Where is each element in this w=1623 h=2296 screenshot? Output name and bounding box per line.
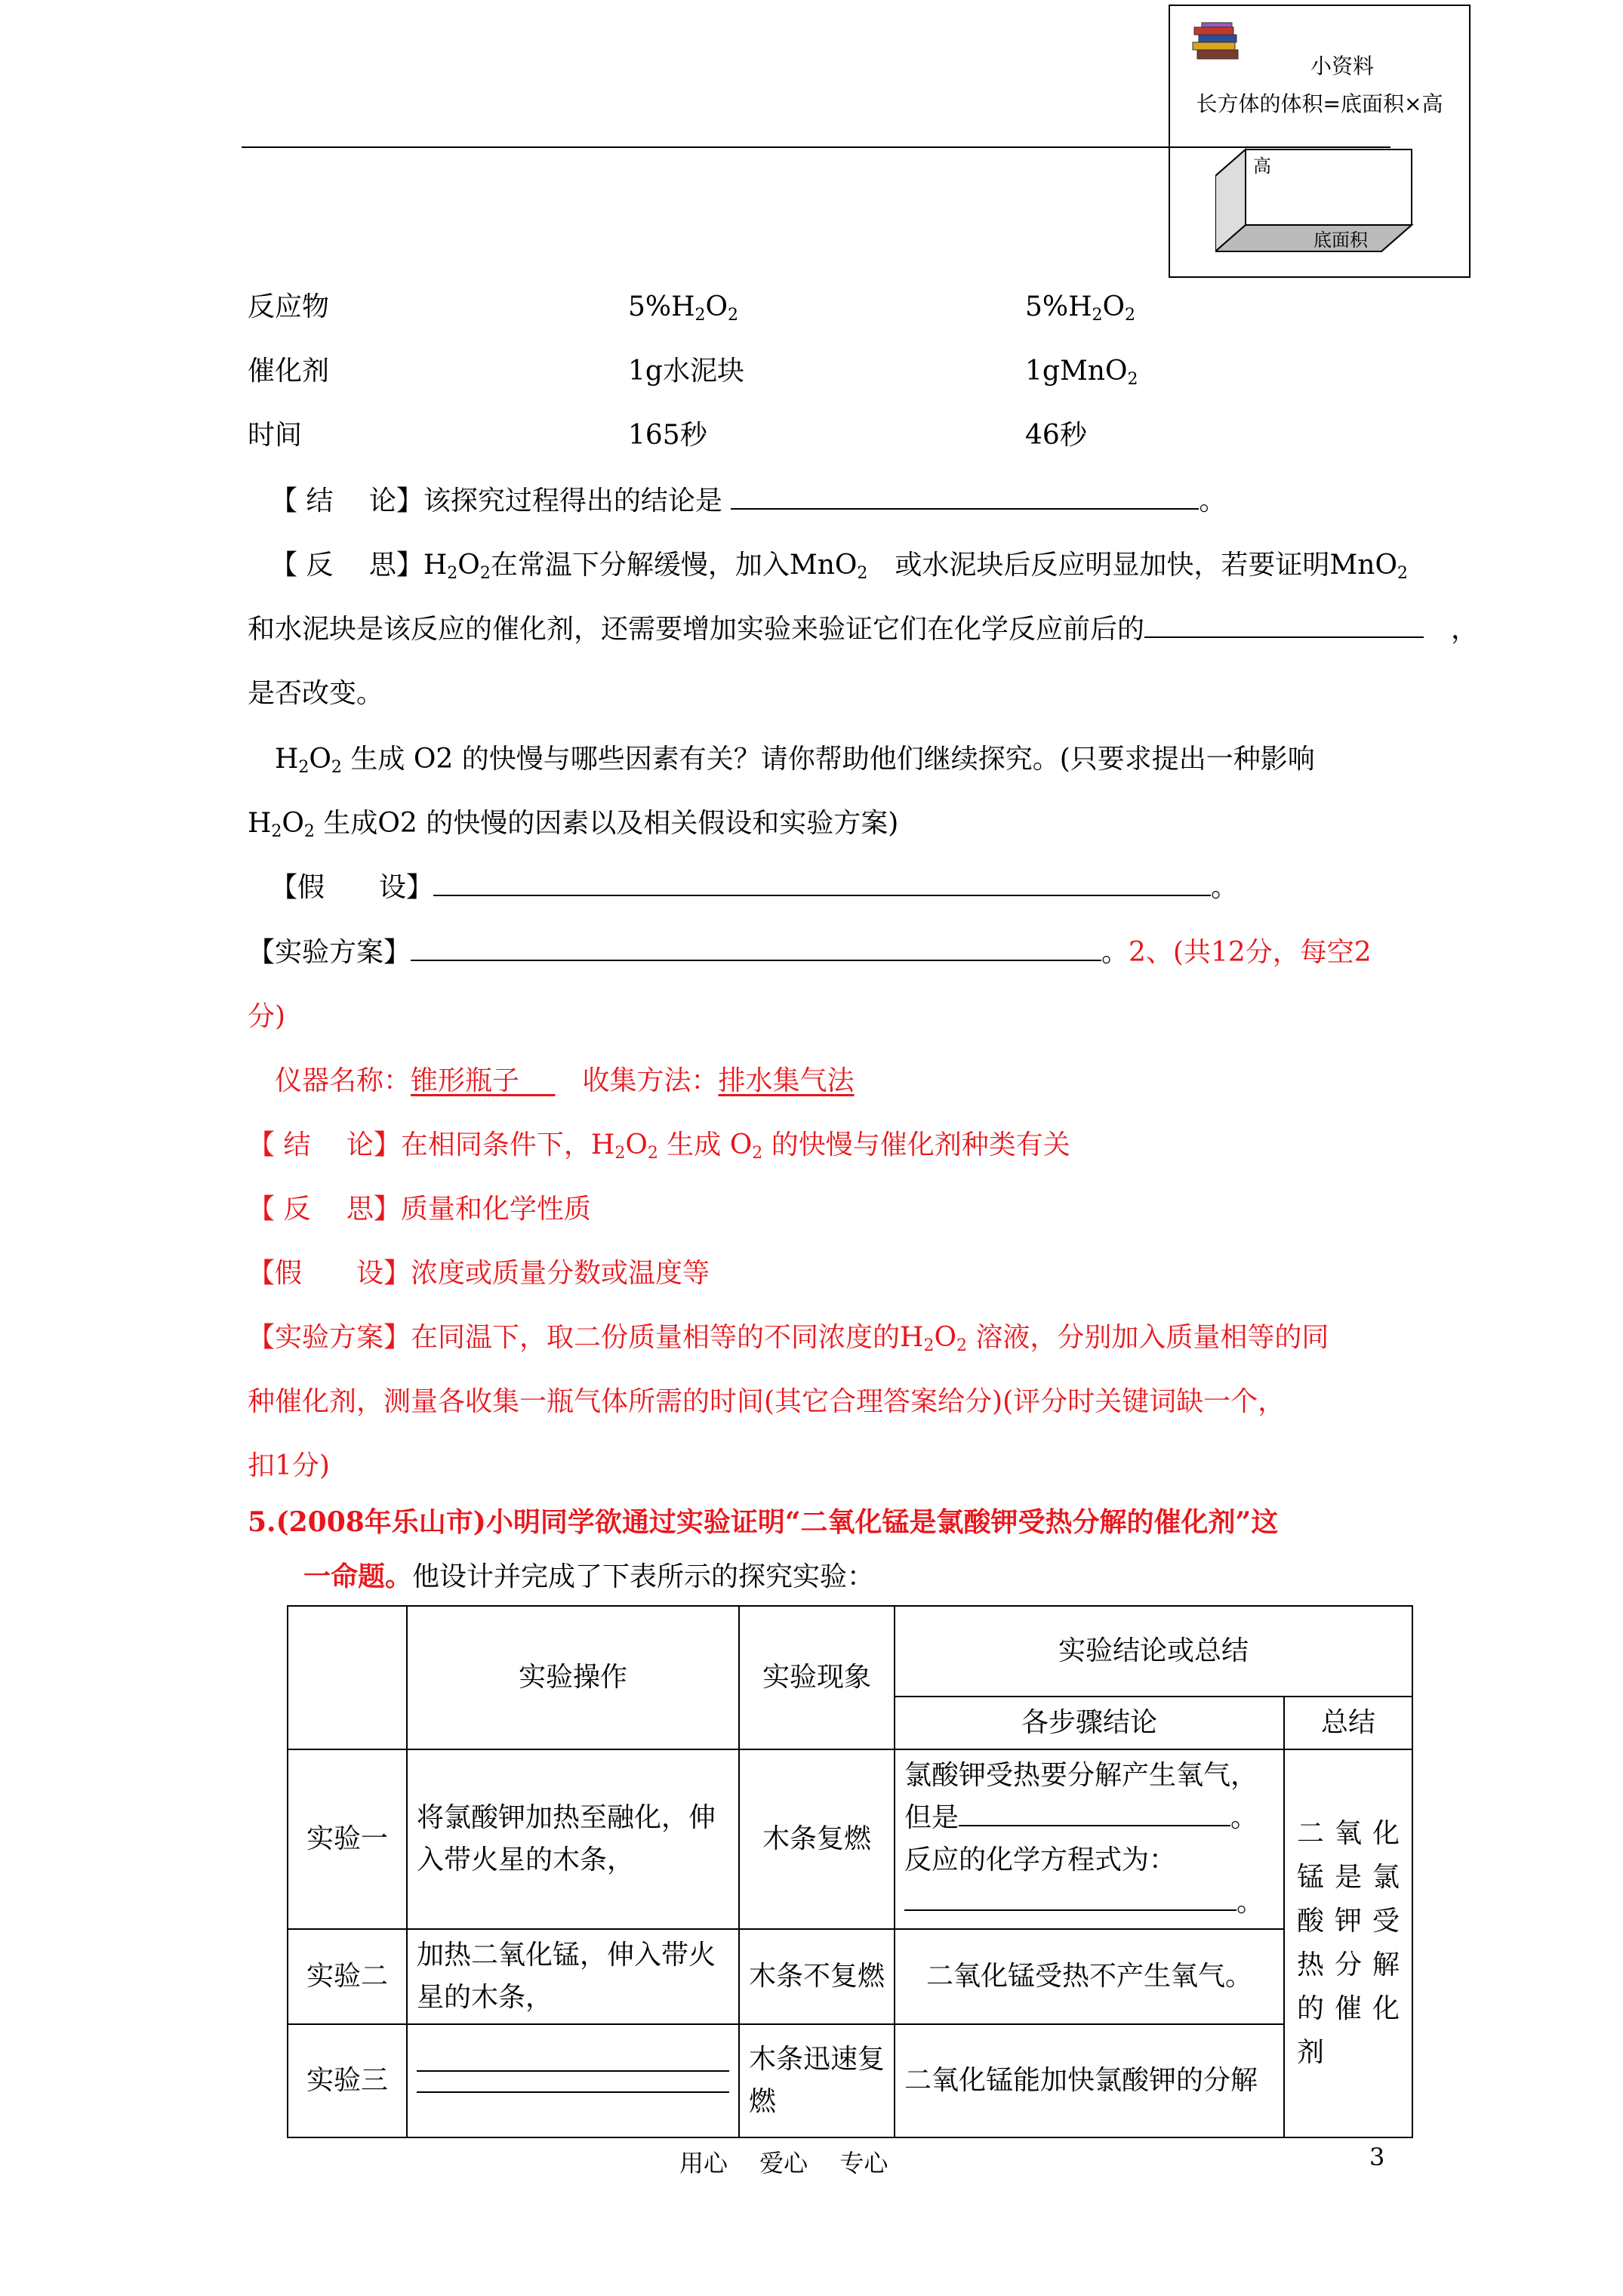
problem5-line2-rest: 他设计并完成了下表所示的探究实验： — [412, 1561, 875, 1592]
base-label: 底面积 — [1313, 230, 1368, 251]
problem5-line2-bold: 一命题。 — [303, 1561, 413, 1592]
q-reflect-line2: 和水泥块是该反应的催化剂，还需要增加实验来验证它们在化学反应前后的 ， — [248, 614, 1479, 645]
exp3-step: 二氧化锰能加快氯酸钾的分解 — [895, 2024, 1284, 2137]
exp3-phenomenon: 木条迅速复 燃 — [739, 2024, 895, 2137]
ans-hyp — [248, 1256, 710, 1292]
volume-formula: 长方体的体积=底面积×高 — [1196, 91, 1443, 116]
experiment-table — [287, 1605, 1413, 2138]
exp1-blank-1[interactable] — [959, 1802, 1230, 1826]
exp2-step: 二氧化锰受热不产生氧气。 — [895, 1929, 1284, 2024]
ans-collect-label: 收集方法： — [582, 1065, 719, 1096]
ans-hyp-value: 浓度或质量分数或温度等 — [411, 1258, 710, 1289]
ans-conclusion-a: 在相同条件下， — [400, 1130, 591, 1160]
ans-conclusion-b: 的快慢与催化剂种类有关 — [771, 1130, 1070, 1160]
q-reflect-label: 【 反 思】 — [270, 550, 423, 581]
q-hyp: 【假 设】 。 — [270, 872, 1239, 903]
q-reflect: 【 反 思】$H_2O_2$在常温下分解缓慢，加入MnO$_2$ 或水泥块后反应明显加快，若要证明MnO$_2$ — [270, 550, 1408, 583]
row-time-label: 时间 — [248, 420, 303, 451]
q-factor: $H_2O_2$ 生成 O2 的快慢与哪些因素有关？请你帮助他们继续探究。(只要求提出一种影响 — [275, 744, 1315, 777]
exp1-step: 氯酸钾受热要分解产生氧气， 但是 。 反应的化学方程式为： 。 — [895, 1749, 1284, 1929]
exp1-step-a: 氯酸钾受热要分解产生氧气， — [904, 1760, 1258, 1791]
page-number: 3 — [1369, 2143, 1385, 2171]
ans-plan-line3: 扣1分) — [248, 1450, 330, 1481]
ans-plan-a: 在同温下，取二份质量相等的不同浓度的 — [411, 1322, 901, 1353]
hyp-blank[interactable] — [433, 872, 1211, 896]
ans-reflect-value: 质量和化学性质 — [400, 1194, 591, 1225]
ans-plan: 【实验方案】在同温下，取二份质量相等的不同浓度的$H_2O_2$ 溶液，分别加入质量相等的同 — [248, 1322, 1329, 1355]
q-reflect-line3: 是否改变。 — [248, 678, 384, 709]
q-plan: 【实验方案】 。2、(共12分，每空2 — [248, 937, 1372, 968]
q-factor-line2-a: 生成 — [323, 808, 378, 839]
q-factor-line2-b: 的快慢的因素以及相关假设和实验方案) — [426, 808, 899, 839]
exp2-name: 实验二 — [288, 1929, 407, 2024]
reflect-blank[interactable] — [1144, 614, 1424, 638]
row-catalyst-col1: 1g水泥块 — [628, 356, 744, 387]
ans-conclusion: 【 结 论】在相同条件下，$H_2O_2$ 生成 $O_2$ 的快慢与催化剂种类有关 — [248, 1130, 1070, 1163]
ans-instrument — [275, 1063, 855, 1099]
q-conclusion-label: 【 结 论】 — [270, 485, 423, 516]
row-catalyst-label: 催化剂 — [248, 356, 330, 387]
exp1-step-b: 但是 — [904, 1802, 959, 1833]
th-step: 各步骤结论 — [895, 1697, 1284, 1749]
info-title: 小资料 — [1310, 54, 1374, 79]
ans-collect-value: 排水集气法 — [718, 1065, 855, 1096]
ans-plan-b: 溶液，分别加入质量相等的同 — [975, 1322, 1329, 1353]
exp2-phenomenon: 木条不复燃 — [739, 1929, 895, 2024]
th-operation: 实验操作 — [407, 1606, 739, 1749]
q-reflect-text-b: 或水泥块后反应明显加快，若要证明 — [895, 550, 1330, 581]
exp1-phenomenon: 木条复燃 — [739, 1749, 895, 1929]
ans-hyp-label: 【假 设】 — [248, 1258, 411, 1289]
row-reactant-label: 反应物 — [248, 291, 330, 322]
problem5-line1: 5.(2008年乐山市)小明同学欲通过实验证明“二氧化锰是氯酸钾受热分解的催化剂”这 — [248, 1506, 1279, 1538]
score-note: 2、(共12分，每空2 — [1129, 937, 1372, 968]
footer-text: 用心 爱心 专心 — [679, 2149, 888, 2177]
plan-blank[interactable] — [411, 937, 1101, 961]
ans-conclusion-label: 【 结 论】 — [248, 1130, 401, 1160]
exp1-name: 实验一 — [288, 1749, 407, 1929]
q-plan-label: 【实验方案】 — [248, 937, 411, 968]
ans-plan-label: 【实验方案】 — [248, 1322, 411, 1353]
row-catalyst-col2: 1gMnO$_2$ — [1025, 356, 1138, 389]
cuboid-diagram — [1215, 142, 1427, 255]
exp3-name: 实验三 — [288, 2024, 407, 2137]
th-phenomenon: 实验现象 — [739, 1606, 895, 1749]
q-factor-text-a: 生成 — [350, 744, 405, 775]
row-reactant-col2: $5\%H_2O_2$ — [1025, 291, 1136, 325]
summary-cell: 二氧化锰是氯酸钾受热分解的催化剂 — [1284, 1749, 1412, 2137]
problem5-line2 — [303, 1558, 874, 1595]
conclusion-blank[interactable] — [731, 485, 1199, 510]
exp1-blank-2[interactable] — [904, 1887, 1236, 1911]
q-reflect-text-a: 在常温下分解缓慢，加入 — [490, 550, 790, 581]
exp3-blank-2[interactable] — [417, 2090, 729, 2093]
q-conclusion-text: 该探究过程得出的结论是 — [423, 485, 722, 516]
info-box — [1169, 5, 1471, 278]
ans-plan-line2: 种催化剂，测量各收集一瓶气体所需的时间(其它合理答案给分)(评分时关键词缺一个， — [248, 1386, 1286, 1417]
row-time-col2: 46秒 — [1025, 420, 1087, 451]
exp3-operation[interactable] — [407, 2024, 739, 2137]
ans-reflect-label: 【 反 思】 — [248, 1194, 401, 1225]
q-conclusion: 【 结 论】该探究过程得出的结论是 。 — [270, 485, 1227, 516]
row-time-col1: 165秒 — [628, 420, 707, 451]
exp1-step-c: 反应的化学方程式为： — [904, 1845, 1177, 1875]
th-conclusion: 实验结论或总结 — [895, 1606, 1412, 1697]
q-hyp-label: 【假 设】 — [270, 872, 434, 903]
q-factor-line2: $H_2O_2$ 生成O2 的快慢的因素以及相关假设和实验方案) — [248, 808, 899, 841]
row-reactant-col1: $5\%H_2O_2$ — [628, 291, 739, 325]
table-corner — [288, 1606, 407, 1749]
score-note-2: 分) — [248, 1001, 286, 1032]
q-reflect-line2-text: 和水泥块是该反应的催化剂，还需要增加实验来验证它们在化学反应前后的 — [248, 614, 1145, 645]
q-factor-text-b: 的快慢与哪些因素有关？请你帮助他们继续探究。(只要求提出一种影响 — [461, 744, 1315, 775]
exp1-operation: 将氯酸钾加热至融化，伸入带火星的木条， — [407, 1749, 739, 1929]
ans-reflect — [248, 1191, 591, 1228]
exp2-operation: 加热二氧化锰，伸入带火星的木条， — [407, 1929, 739, 2024]
ans-instrument-label: 仪器名称： — [275, 1065, 411, 1096]
ans-instrument-value: 锥形瓶子 — [411, 1065, 520, 1096]
th-summary: 总结 — [1284, 1697, 1412, 1749]
height-label: 高 — [1253, 156, 1271, 177]
exp3-blank-1[interactable] — [417, 2069, 729, 2072]
